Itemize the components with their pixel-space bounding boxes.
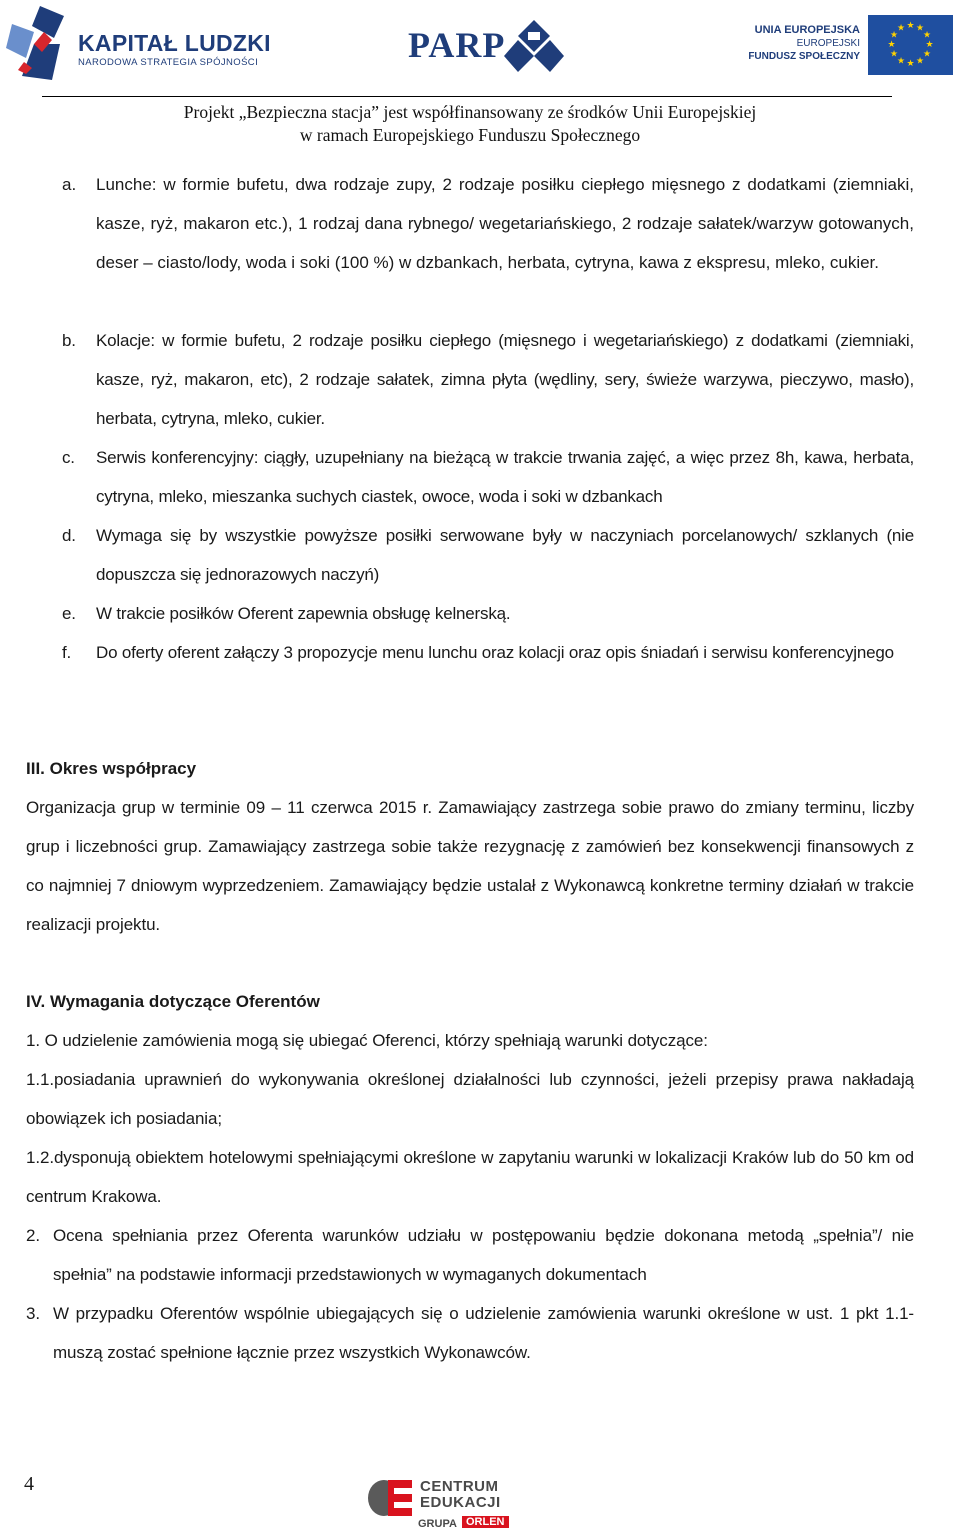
svg-text:★: ★ [922,30,932,41]
logo-line2: EDUKACJI [420,1494,501,1511]
svg-text:★: ★ [915,23,925,34]
centrum-edukacji-logo-text [420,1479,501,1511]
eu-logo-line3: FUNDUSZ SPOŁECZNY [748,51,860,62]
list-item-lunch [62,165,914,282]
svg-text:★: ★ [915,56,925,67]
kapital-ludzki-title: KAPITAŁ LUDZKI [78,30,271,56]
svg-text:★: ★ [889,49,899,60]
list-marker: e. [62,604,76,623]
logo-orlen: ORLEN [462,1516,509,1528]
requirement-3-text: W przypadku Oferentów wspólnie ubiegających się o udzielenie zamówienia warunki określone w ust. 1 pkt 1.1-muszą zostać spełnione łącznie przez wszystkich Wykonawców. [53,1304,914,1362]
list-marker: d. [62,526,76,545]
parp-logo-text: PARP [408,25,506,65]
list-marker: b. [62,331,76,350]
svg-text:★: ★ [906,21,915,31]
list-marker: c. [62,448,75,467]
kapital-ludzki-subtitle: NARODOWA STRATEGIA SPÓJNOŚCI [78,57,259,68]
svg-text:★: ★ [887,40,896,50]
header-divider [42,96,892,97]
svg-text:★: ★ [922,49,932,60]
requirement-3 [26,1294,914,1372]
page-header [0,0,960,150]
section-body-cooperation-period: Organizacja grup w terminie 09 – 11 czerwca 2015 r. Zamawiający zastrzega sobie prawo do zmiany terminu, liczby grup i liczebności grup. Zamawiający zastrzega sobie także rezygnację z zamówień bez konsekwencji finansowych z co najmniej 7 dniowym wyprzedzeniem. Zamawiający będzie ustalał z Wykonawcą konkretne terminy działań w trakcie realizacji projektu. [26,798,914,934]
section-heading-cooperation-period: III. Okres współpracy [26,759,197,778]
list-item-text: Serwis konferencyjny: ciągły, uzupełniany na bieżącą w trakcie trwania zajęć, a więc przez 8h, kawa, herbata, cytryna, mleko, mieszanka suchych ciastek, owoce, woda i soki w dzbankach [96,448,914,506]
logo-line1: CENTRUM [420,1478,499,1495]
requirement-2 [26,1216,914,1294]
list-marker: a. [62,175,77,194]
requirement-2-text: Ocena spełniania przez Oferenta warunków udziału w postępowaniu będzie dokonana metodą „spełnia”/ nie spełnia” na podstawie informacji przedstawionych w wymaganych dokumentach [53,1226,914,1284]
list-item-waiter-service [62,594,914,633]
list-marker: 3. [26,1304,40,1323]
svg-text:★: ★ [896,56,906,67]
project-caption [0,101,940,147]
page-number: 4 [24,1473,34,1495]
list-item-dinner [62,321,914,438]
svg-text:★: ★ [896,23,906,34]
list-item-text: W trakcie posiłków Oferent zapewnia obsługę kelnerską. [96,604,511,623]
centrum-edukacji-logo-icon [368,1478,414,1518]
svg-text:★: ★ [925,40,934,50]
list-item-text: Do oferty oferent załączy 3 propozycje menu lunchu oraz kolacji oraz opis śniadań i serwisu konferencyjnego [96,643,894,662]
list-item-menu-proposals [62,633,914,672]
parp-logo-icon [504,18,564,74]
eu-flag-icon [868,15,953,75]
eu-logo-line2: EUROPEJSKI [796,38,860,49]
list-item-text: Wymaga się by wszystkie powyższe posiłki serwowane były w naczyniach porcelanowych/ szklanych (nie dopuszcza się jednorazowych naczyń) [96,526,914,584]
list-marker: f. [62,643,72,662]
project-caption-line2: w ramach Europejskiego Funduszu Społecznego [299,125,641,145]
list-item-text: Kolacje: w formie bufetu, 2 rodzaje posiłku ciepłego (mięsnego i wegetariańskiego) z dodatkami (ziemniaki, kasze, ryż, makaron, etc), 2 rodzaje sałatek, zimna płyta (wędliny, sery, świeże warzywa, pieczywo, masło), herbata, cytryna, mleko, cukier. [96,331,914,428]
svg-text:★: ★ [889,30,899,41]
list-marker: 2. [26,1226,40,1245]
requirement-1-1: 1.1.posiadania uprawnień do wykonywania określonej działalności lub czynności, jeżeli przepisy prawa nakładają obowiązek ich posiadania; [26,1070,914,1128]
list-item-text: Lunche: w formie bufetu, dwa rodzaje zupy, 2 rodzaje posiłku ciepłego mięsnego z dodatkami (ziemniaki, kasze, ryż, makaron etc.), 1 rodzaj dana rybnego/ wegetariańskiego, 2 rodzaje sałatek/warzyw gotowanych, deser – ciasto/lody, woda i soki (100 %) w dzbankach, herbata, cytryna, kawa z ekspresu, mleko, cukier. [96,175,914,272]
list-item-tableware [62,516,914,594]
requirement-1-2: 1.2.dysponują obiektem hotelowymi spełniającymi określone w zapytaniu warunki w lokalizacji Kraków lub do 50 km od centrum Krakowa. [26,1148,914,1206]
eu-logo-line1: UNIA EUROPEJSKA [754,24,860,36]
project-caption-line1: Projekt „Bezpieczna stacja” jest współfinansowany ze środków Unii Europejskiej [183,102,757,122]
list-item-conference-service [62,438,914,516]
eu-logo-text [720,24,860,62]
section-heading-requirements: IV. Wymagania dotyczące Oferentów [26,992,320,1011]
requirement-1: 1. O udzielenie zamówienia mogą się ubiegać Oferenci, którzy spełniają warunki dotyczące: [26,1031,708,1050]
svg-text:★: ★ [906,59,915,69]
logo-grupa: GRUPA [418,1518,457,1530]
